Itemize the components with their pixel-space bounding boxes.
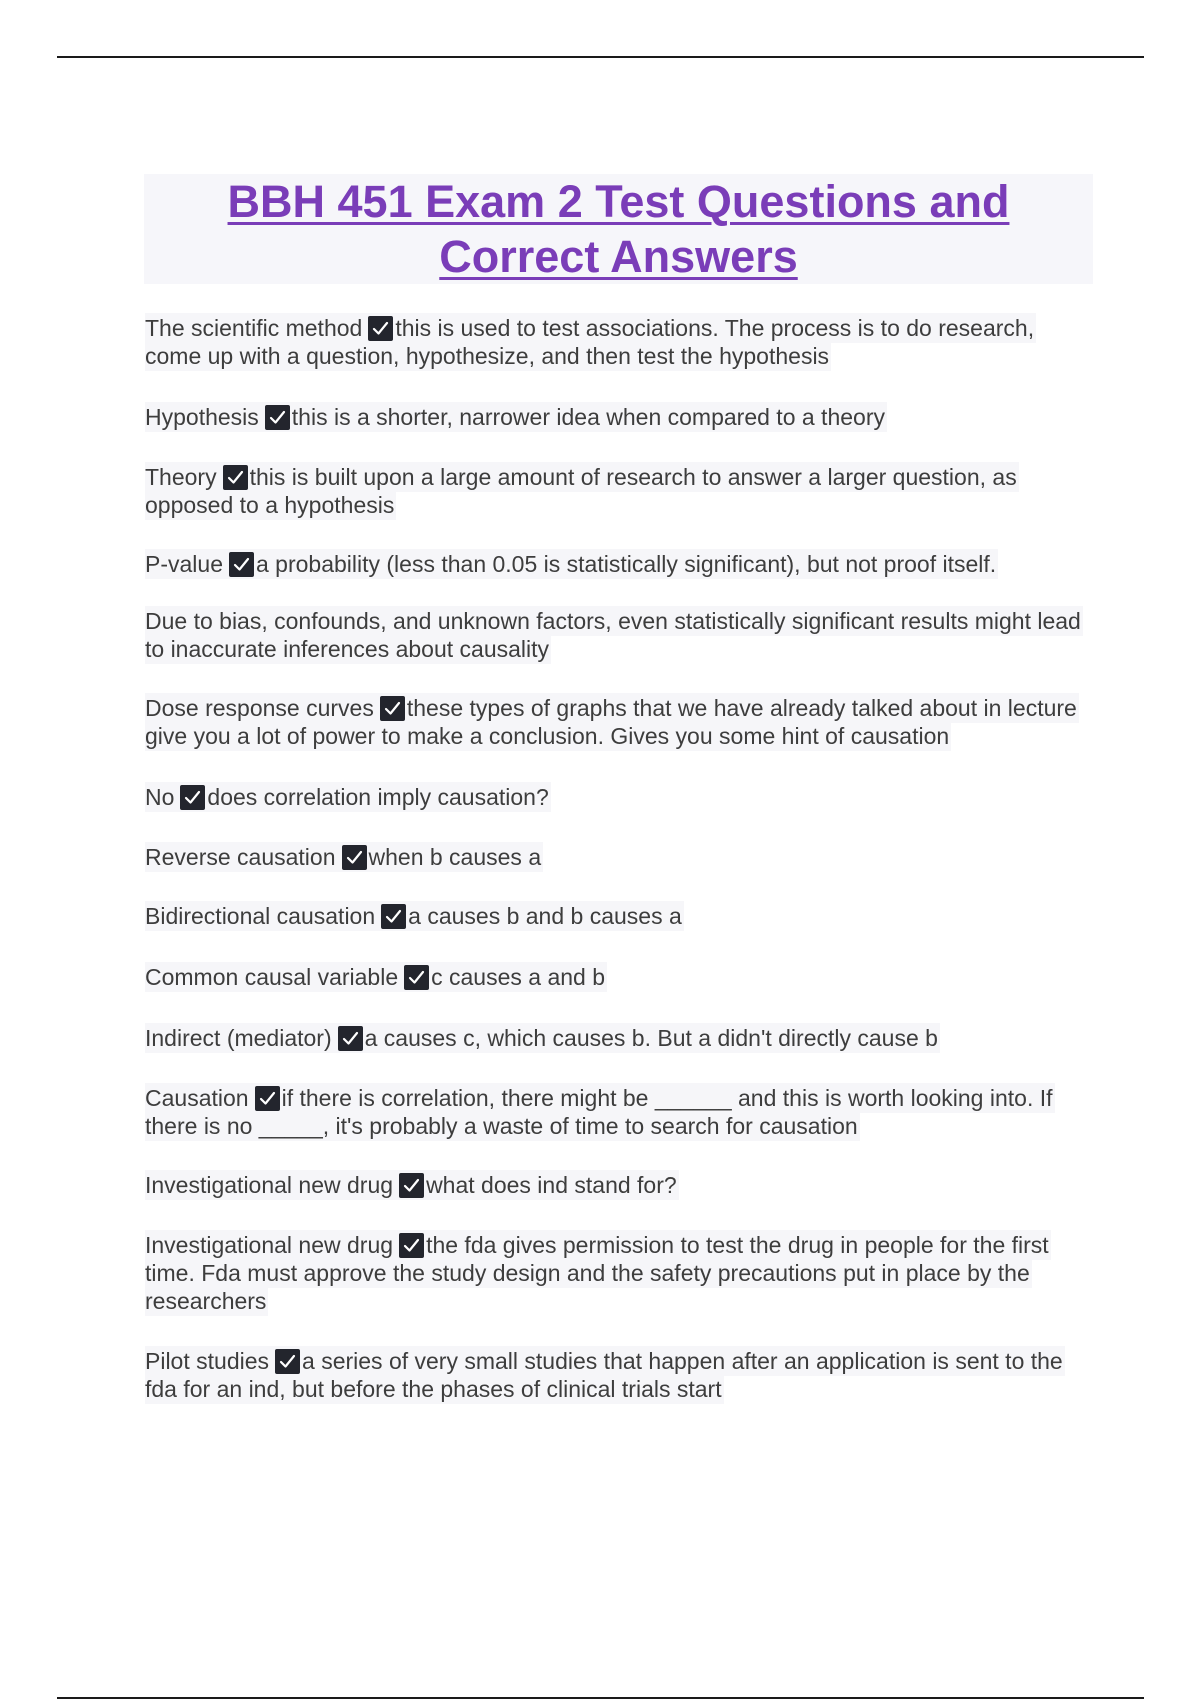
qa-item — [145, 1231, 1085, 1315]
qa-item — [145, 783, 1085, 811]
qa-term: Dose response curves — [145, 695, 374, 721]
check-box-icon — [380, 696, 405, 721]
check-box-icon — [381, 904, 406, 929]
qa-answer: a causes c, which causes b. But a didn't directly cause b — [364, 1025, 938, 1051]
qa-item — [145, 607, 1085, 663]
qa-answer: a probability (less than 0.05 is statistically significant), but not proof itself. — [255, 551, 997, 577]
qa-term: Indirect (mediator) — [145, 1025, 332, 1051]
qa-answer: these types of graphs that we have already talked about in lecture give you a lot of power to make a conclusion. Gives you some hint of causation — [145, 695, 1077, 749]
qa-item — [145, 550, 1085, 578]
qa-answer: does correlation imply causation? — [207, 784, 549, 810]
qa-answer: this is a shorter, narrower idea when compared to a theory — [291, 404, 885, 430]
check-box-icon — [399, 1173, 424, 1198]
qa-term: Pilot studies — [145, 1348, 270, 1374]
qa-item — [145, 1024, 1085, 1052]
check-box-icon — [399, 1233, 424, 1258]
check-box-icon — [223, 465, 248, 490]
qa-answer: if there is correlation, there might be ______ and this is worth looking into. If there is no _____, it's probably a waste of time to search for causation — [145, 1085, 1053, 1139]
qa-item — [145, 314, 1085, 370]
qa-answer: this is built upon a large amount of research to answer a larger question, as opposed to a hypothesis — [145, 464, 1017, 518]
qa-answer: this is used to test associations. The process is to do research, come up with a question, hypothesize, and then test the hypothesis — [145, 315, 1035, 369]
qa-item — [145, 1347, 1085, 1403]
qa-term: No — [145, 784, 175, 810]
qa-answer: the fda gives permission to test the drug in people for the first time. Fda must approve the study design and the safety precautions put in place by the researchers — [145, 1232, 1049, 1314]
qa-item — [145, 694, 1085, 750]
qa-answer: a causes b and b causes a — [408, 903, 682, 929]
qa-item — [145, 1171, 1085, 1199]
qa-answer: c causes a and b — [431, 964, 606, 990]
qa-item — [145, 843, 1085, 871]
qa-term: Causation — [145, 1085, 249, 1111]
qa-term: The scientific method — [145, 315, 363, 341]
qa-item — [145, 1084, 1085, 1140]
qa-term: Theory — [145, 464, 217, 490]
qa-answer: what does ind stand for? — [426, 1172, 677, 1198]
qa-item — [145, 963, 1085, 991]
check-box-icon — [229, 552, 254, 577]
qa-item — [145, 463, 1085, 519]
check-box-icon — [368, 316, 393, 341]
check-box-icon — [275, 1349, 300, 1374]
qa-term: P-value — [145, 551, 223, 577]
check-box-icon — [255, 1086, 280, 1111]
qa-term: Common causal variable — [145, 964, 399, 990]
check-box-icon — [404, 965, 429, 990]
qa-term: Bidirectional causation — [145, 903, 376, 929]
qa-statement: Due to bias, confounds, and unknown factors, even statistically significant results might lead to inaccurate inferences about causality — [145, 608, 1081, 662]
qa-answer: when b causes a — [368, 844, 542, 870]
check-box-icon — [342, 845, 367, 870]
check-box-icon — [265, 405, 290, 430]
document-title: BBH 451 Exam 2 Test Questions and Correct Answers — [227, 176, 1010, 282]
qa-answer: a series of very small studies that happen after an application is sent to the fda for an ind, but before the phases of clinical trials start — [145, 1348, 1063, 1402]
qa-term: Investigational new drug — [145, 1232, 394, 1258]
qa-term: Investigational new drug — [145, 1172, 394, 1198]
qa-item — [145, 403, 1085, 431]
qa-item — [145, 902, 1085, 930]
check-box-icon — [180, 785, 205, 810]
qa-term: Reverse causation — [145, 844, 336, 870]
footer-rule — [57, 1697, 1144, 1699]
check-box-icon — [338, 1026, 363, 1051]
qa-term: Hypothesis — [145, 404, 259, 430]
